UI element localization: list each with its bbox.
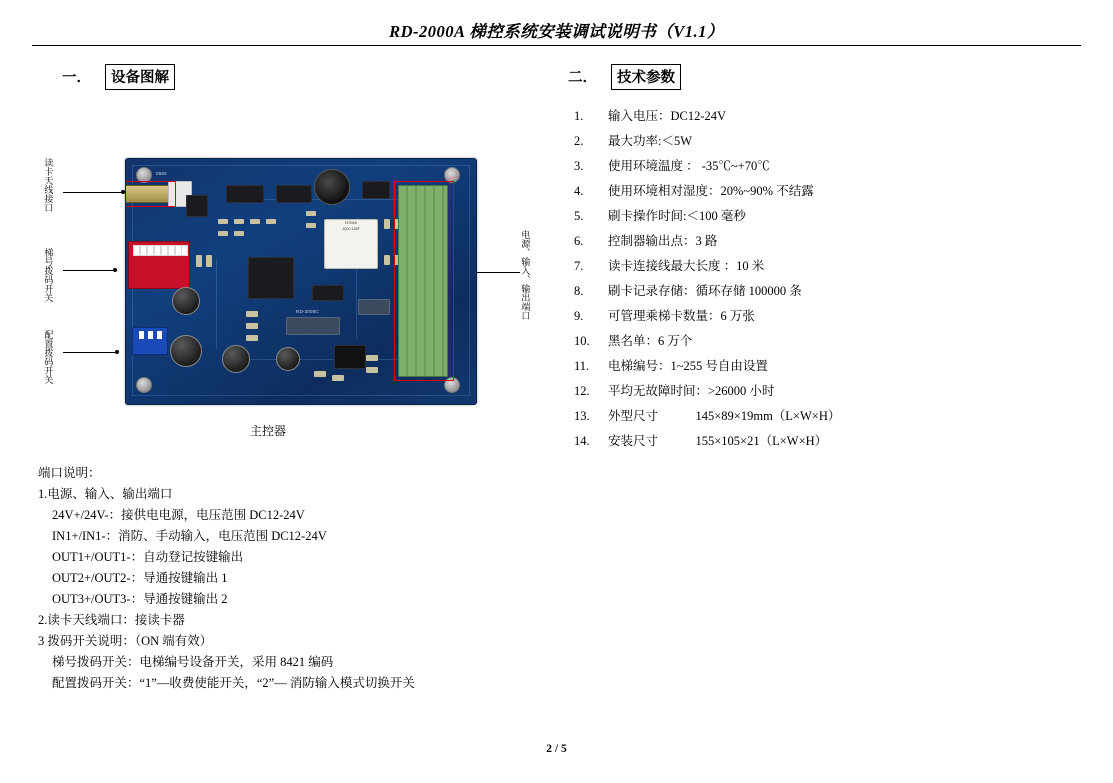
capacitor-220uf-2 [276, 347, 300, 371]
spec-row [568, 358, 1088, 374]
header-divider [32, 45, 1081, 46]
pcb-board [125, 158, 477, 405]
mcu [248, 257, 294, 299]
spec-text: 外型尺寸 145×89×19mm（L×W×H） [608, 409, 841, 423]
ic-u7 [186, 195, 208, 217]
callout-config-dip-leader [63, 352, 115, 353]
port-line-7: 2.读卡天线端口：接读卡器 [38, 613, 185, 627]
spec-index: 13. [574, 409, 590, 423]
spec-text: 刷卡操作时间:＜100 毫秒 [608, 209, 746, 223]
spec-index: 4. [574, 184, 584, 198]
silk-0582: 0582 [156, 171, 167, 176]
spec-text: 刷卡记录存储：循环存储 100000 条 [608, 284, 802, 298]
spec-row [568, 158, 1088, 174]
spec-index: 5. [574, 209, 584, 223]
port-line-6: OUT3+/OUT3-：导通按键输出 2 [52, 592, 228, 606]
port-line-5: OUT2+/OUT2-：导通按键输出 1 [52, 571, 228, 585]
spec-list [568, 108, 1088, 458]
spec-index: 11. [574, 359, 590, 373]
ic-u1 [226, 185, 264, 203]
spec-row [568, 433, 1088, 449]
antenna-highlight-box [125, 181, 176, 207]
spec-index: 3. [574, 159, 584, 173]
spec-row [568, 233, 1088, 249]
spec-text: 使用环境相对湿度：20%~90% 不结露 [608, 184, 814, 198]
spec-row [568, 383, 1088, 399]
buzzer [314, 169, 350, 205]
capacitor-470uf [172, 287, 200, 315]
spec-row [568, 208, 1088, 224]
section-heading-two [568, 64, 681, 90]
spec-index: 14. [574, 434, 590, 448]
config-dip-switch [132, 327, 168, 355]
port-line-9: 梯号拨码开关：电梯编号设备开关，采用 8421 编码 [52, 655, 334, 669]
port-line-2: 24V+/24V-：接供电电源，电压范围 DC12-24V [52, 508, 305, 522]
capacitor-inductor [170, 335, 202, 367]
callout-elevator-dip-dot [113, 268, 117, 272]
figure-caption: 主控器 [250, 424, 287, 438]
spec-row [568, 108, 1088, 124]
document-header: RD-2000A 梯控系统安装调试说明书（V1.1） [389, 22, 724, 41]
section-two-number: 二． [568, 70, 597, 86]
page-footer: 2 / 5 [546, 743, 567, 755]
spec-index: 12. [574, 384, 590, 398]
port-line-10: 配置拨码开关：“1”—收费使能开关，“2”— 消防输入模式切换开关 [52, 676, 415, 690]
callout-elevator-dip-leader [63, 270, 113, 271]
callout-antenna-leader [63, 192, 121, 193]
callout-config-dip-dot [115, 350, 119, 354]
board-figure [43, 140, 555, 440]
relay-sublabel: JQX-115F [342, 226, 360, 232]
port-heading: 端口说明： [38, 466, 101, 480]
spec-text: 黑名单：6 万个 [608, 334, 693, 348]
ic-u3 [362, 181, 390, 199]
mount-screw-bl [136, 377, 152, 393]
ic-u2 [276, 185, 312, 203]
spec-text: 读卡连接线最大长度 ：10 米 [608, 259, 765, 273]
relay [324, 219, 378, 269]
spec-text: 电梯编号：1~255 号自由设置 [608, 359, 768, 373]
callout-antenna: 读卡天线接口 [43, 158, 54, 212]
spec-row [568, 283, 1088, 299]
spec-text: 控制器输出点：3 路 [608, 234, 718, 248]
spec-index: 6. [574, 234, 584, 248]
regulator-lm1084 [358, 299, 390, 315]
spec-row [568, 258, 1088, 274]
spec-index: 9. [574, 309, 584, 323]
spec-row [568, 133, 1088, 149]
spec-index: 2. [574, 134, 584, 148]
port-line-3: IN1+/IN1-：消防、手动输入，电压范围 DC12-24V [52, 529, 327, 543]
capacitor-220uf [222, 345, 250, 373]
spec-text: 输入电压：DC12-24V [608, 109, 727, 123]
port-line-4: OUT1+/OUT1-：自动登记按键输出 [52, 550, 244, 564]
spec-row [568, 308, 1088, 324]
ic-rd2000c [286, 317, 340, 335]
relay-label: H7045 [345, 220, 357, 225]
port-line-8: 3 拨码开关说明：（ON 端有效） [38, 634, 213, 648]
spec-text: 安装尺寸 155×105×21（L×W×H） [608, 434, 828, 448]
section-heading-one [62, 64, 175, 90]
spec-text: 使用环境温度 ： -35℃~+70℃ [608, 159, 770, 173]
section-one-number: 一． [62, 70, 91, 86]
silk-ic: RD-2000C [296, 309, 319, 314]
spec-text: 可管理乘梯卡数量：6 万张 [608, 309, 755, 323]
spec-index: 10. [574, 334, 590, 348]
spec-row [568, 333, 1088, 349]
spec-row [568, 183, 1088, 199]
ic-701 [334, 345, 366, 369]
spec-text: 最大功率:＜5W [608, 134, 693, 148]
spec-index: 7. [574, 259, 584, 273]
power-io-highlight-box [394, 181, 454, 381]
callout-config-dip: 配置拨码开关 [43, 330, 54, 384]
port-line-1: 1.电源、输入、输出端口 [38, 487, 173, 501]
spec-index: 8. [574, 284, 584, 298]
spec-row [568, 408, 1088, 424]
callout-elevator-dip: 梯号拨码开关 [43, 248, 54, 302]
section-two-title: 技术参数 [611, 64, 681, 90]
spec-text: 平均无故障时间：>26000 小时 [608, 384, 775, 398]
callout-power-io-leader [475, 272, 520, 273]
spec-index: 1. [574, 109, 584, 123]
ic-u5 [312, 285, 344, 301]
callout-power-io: 电源、输入、输出端口 [520, 230, 531, 320]
elevator-dip-switch [128, 241, 190, 289]
port-description-block [38, 463, 558, 694]
section-one-title: 设备图解 [105, 64, 175, 90]
